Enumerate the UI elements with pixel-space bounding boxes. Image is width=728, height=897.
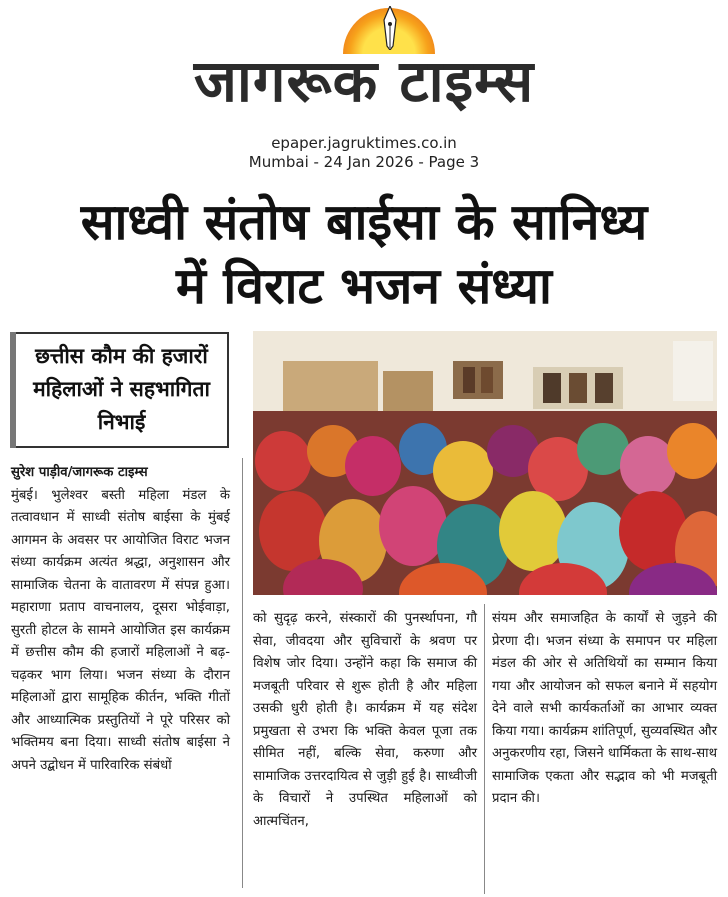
epaper-url[interactable]: epaper.jagruktimes.co.in (271, 134, 457, 152)
photo-crowd-icon (253, 331, 717, 595)
headline-line-2: में विराट भजन संध्या (175, 257, 553, 315)
dateline: Mumbai - 24 Jan 2026 - Page 3 (248, 153, 480, 171)
article-headline (10, 190, 718, 318)
headline-line-1: साध्वी संतोष बाईसा के सानिध्य (80, 193, 648, 251)
article-text-col2: को सुदृढ़ करने, संस्कारों की पुनर्स्थापना, गौ सेवा, जीवदया और सुविचारों के श्रवण पर विशेष जोर दिया। उन्होंने कहा कि समाज की मजबूती परिवार से शुरू होती है और महिला उसकी धुरी होती है। कार्यक्रम में यह संदेश प्रमुखता से उभरा कि भक्ति केवल पूजा तक सीमित नहीं, बल्कि सेवा, करुणा और सामाजिक उत्तरदायित्व से जुड़ी हुई है। साध्वीजी के विचारों ने उपस्थित महिलाओं को आत्मचिंतन, (253, 611, 477, 829)
subheadline-box (10, 332, 229, 448)
pen-nib-icon (383, 6, 397, 50)
subheadline-accent-bar (10, 332, 16, 448)
column-divider (484, 604, 485, 894)
event-photo[interactable] (253, 331, 717, 595)
article-column-2 (253, 608, 477, 833)
byline: सुरेश पाड़ीव/जागरूक टाइम्स (11, 465, 148, 480)
article-text-col3: संयम और समाजहित के कार्यों से जुड़ने की प्रेरणा दी। भजन संध्या के समापन पर महिला मंडल की ओर से अतिथियों का सम्मान किया गया और आयोजन को सफल बनाने में सहयोग देने वाले सभी कार्यकर्ताओं का आभार व्यक्त किया गया। कार्यक्रम शांतिपूर्ण, सुव्यवस्थित और अनुकरणीय रहा, जिसने धार्मिकता के साथ-साथ सामाजिक एकता और सद्भाव को भी मजबूती प्रदान की। (492, 611, 717, 806)
article-text-col1: मुंबई। भुलेश्वर बस्ती महिला मंडल के तत्वावधान में साध्वी संतोष बाईसा के मुंबई आगमन के अवसर पर आयोजित विराट भजन संध्या कार्यक्रम अत्यंत श्रद्धा, अनुशासन और सामाजिक चेतना के वातावरण में संपन्न हुआ। महाराणा प्रताप वाचनालय, दूसरा भोईवाड़ा, सुरती होटल के सामने आयोजित इस कार्यक्रम में छत्तीस कौम की हजारों महिलाओं ने बढ़-चढ़कर भाग लिया। भजन संध्या के दौरान महिलाओं द्वारा सामूहिक कीर्तन, भक्ति गीतों और आध्यात्मिक प्रस्तुतियों ने पूरे परिसर को भक्तिमय बना दिया। साध्वी संतोष बाईसा ने अपने उद्बोधन में पारिवारिक संबंधों (11, 487, 230, 773)
article-column-3 (492, 608, 717, 811)
article-column-1 (11, 462, 230, 777)
masthead (0, 0, 728, 125)
column-divider (242, 458, 243, 888)
subheadline: छत्तीस कौम की हजारों महिलाओं ने सहभागिता निभाई (33, 344, 210, 434)
newspaper-logo[interactable]: जागरूक टाइम्स (193, 47, 535, 115)
